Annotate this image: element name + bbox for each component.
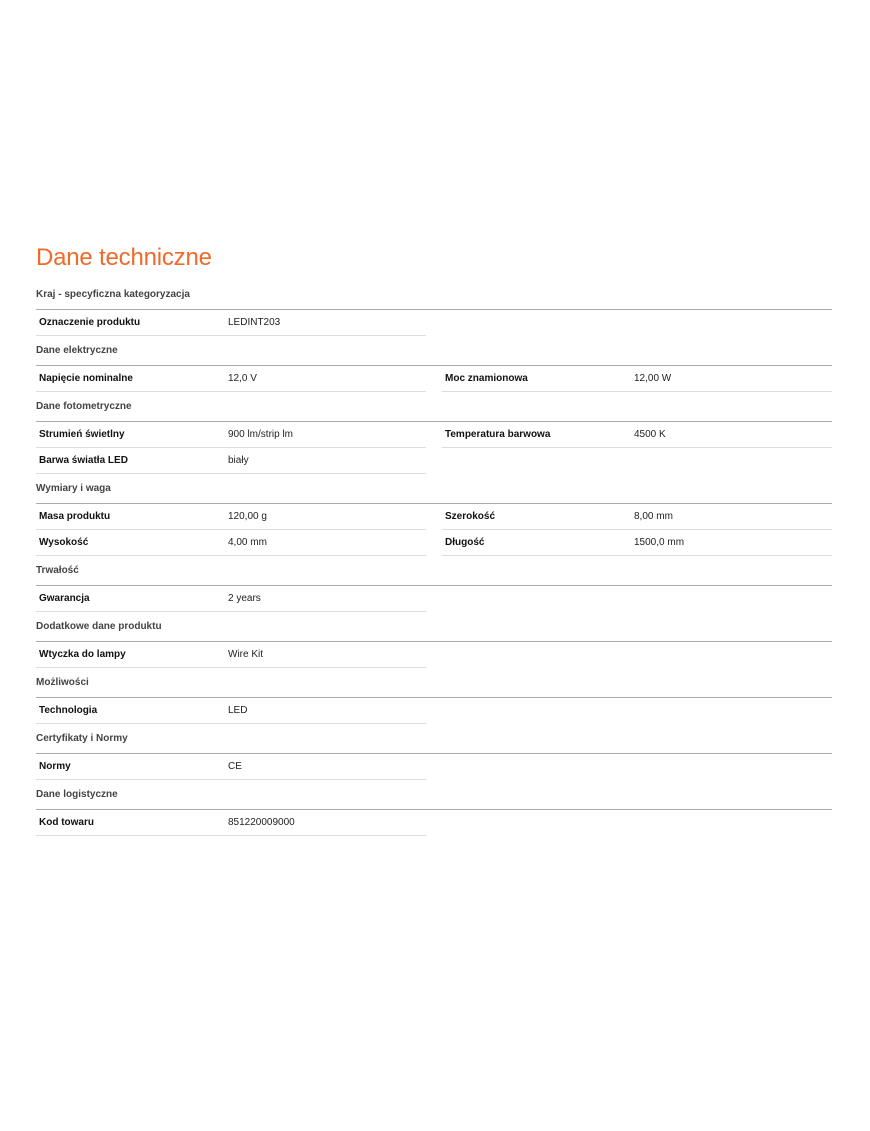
spec-rows bbox=[36, 504, 832, 556]
page-title: Dane techniczne bbox=[36, 244, 212, 271]
spec-label: Temperatura barwowa bbox=[445, 429, 551, 440]
spec-row bbox=[36, 754, 426, 780]
spec-row bbox=[36, 504, 426, 530]
section-header: Możliwości bbox=[36, 668, 832, 698]
section-header: Dane fotometryczne bbox=[36, 392, 832, 422]
spec-value: 12,0 V bbox=[228, 373, 257, 384]
spec-value: LED bbox=[228, 705, 248, 716]
spec-value: 4,00 mm bbox=[228, 537, 267, 548]
spec-label: Moc znamionowa bbox=[445, 373, 528, 384]
spec-label: Masa produktu bbox=[39, 511, 111, 522]
spec-row bbox=[442, 422, 832, 448]
spec-row bbox=[36, 310, 426, 336]
spec-label: Strumień świetlny bbox=[39, 429, 125, 440]
spec-label: Kod towaru bbox=[39, 817, 94, 828]
spec-label: Wysokość bbox=[39, 537, 89, 548]
spec-row bbox=[442, 530, 832, 556]
spec-label: Oznaczenie produktu bbox=[39, 317, 141, 328]
section-header: Dane elektryczne bbox=[36, 336, 832, 366]
section-header: Trwałość bbox=[36, 556, 832, 586]
spec-label: Wtyczka do lampy bbox=[39, 649, 126, 660]
spec-row bbox=[36, 586, 426, 612]
spec-label: Barwa światła LED bbox=[39, 455, 128, 466]
section-header: Dane logistyczne bbox=[36, 780, 832, 810]
spec-row bbox=[36, 698, 426, 724]
spec-label: Szerokość bbox=[445, 511, 496, 522]
section-header: Wymiary i waga bbox=[36, 474, 832, 504]
spec-label: Długość bbox=[445, 537, 485, 548]
spec-row bbox=[36, 530, 426, 556]
spec-label: Technologia bbox=[39, 705, 98, 716]
spec-value: 4500 K bbox=[634, 429, 666, 440]
spec-row bbox=[442, 504, 832, 530]
spec-rows bbox=[36, 422, 832, 474]
spec-rows bbox=[36, 810, 832, 836]
spec-rows bbox=[36, 310, 832, 336]
spec-value: 12,00 W bbox=[634, 373, 672, 384]
spec-label: Napięcie nominalne bbox=[39, 373, 133, 384]
section-header: Certyfikaty i Normy bbox=[36, 724, 832, 754]
spec-rows bbox=[36, 698, 832, 724]
spec-row bbox=[36, 810, 426, 836]
section-header: Kraj - specyficzna kategoryzacja bbox=[36, 280, 832, 310]
spec-rows bbox=[36, 586, 832, 612]
spec-value: 900 lm/strip lm bbox=[228, 429, 294, 440]
spec-rows bbox=[36, 366, 832, 392]
spec-row bbox=[36, 642, 426, 668]
spec-value: biały bbox=[228, 455, 249, 466]
spec-value: 120,00 g bbox=[228, 511, 267, 522]
spec-row bbox=[36, 448, 426, 474]
section-header: Dodatkowe dane produktu bbox=[36, 612, 832, 642]
spec-value: 2 years bbox=[228, 593, 261, 604]
spec-label: Normy bbox=[39, 761, 71, 772]
spec-rows bbox=[36, 754, 832, 780]
spec-row bbox=[36, 366, 426, 392]
spec-value: 8,00 mm bbox=[634, 511, 673, 522]
spec-value: 1500,0 mm bbox=[634, 537, 685, 548]
spec-rows bbox=[36, 642, 832, 668]
spec-row bbox=[36, 422, 426, 448]
spec-value: CE bbox=[228, 761, 242, 772]
spec-sections bbox=[36, 280, 832, 836]
spec-label: Gwarancja bbox=[39, 593, 90, 604]
spec-value: LEDINT203 bbox=[228, 317, 281, 328]
spec-row bbox=[442, 366, 832, 392]
spec-value: 851220009000 bbox=[228, 817, 295, 828]
spec-value: Wire Kit bbox=[228, 649, 263, 660]
